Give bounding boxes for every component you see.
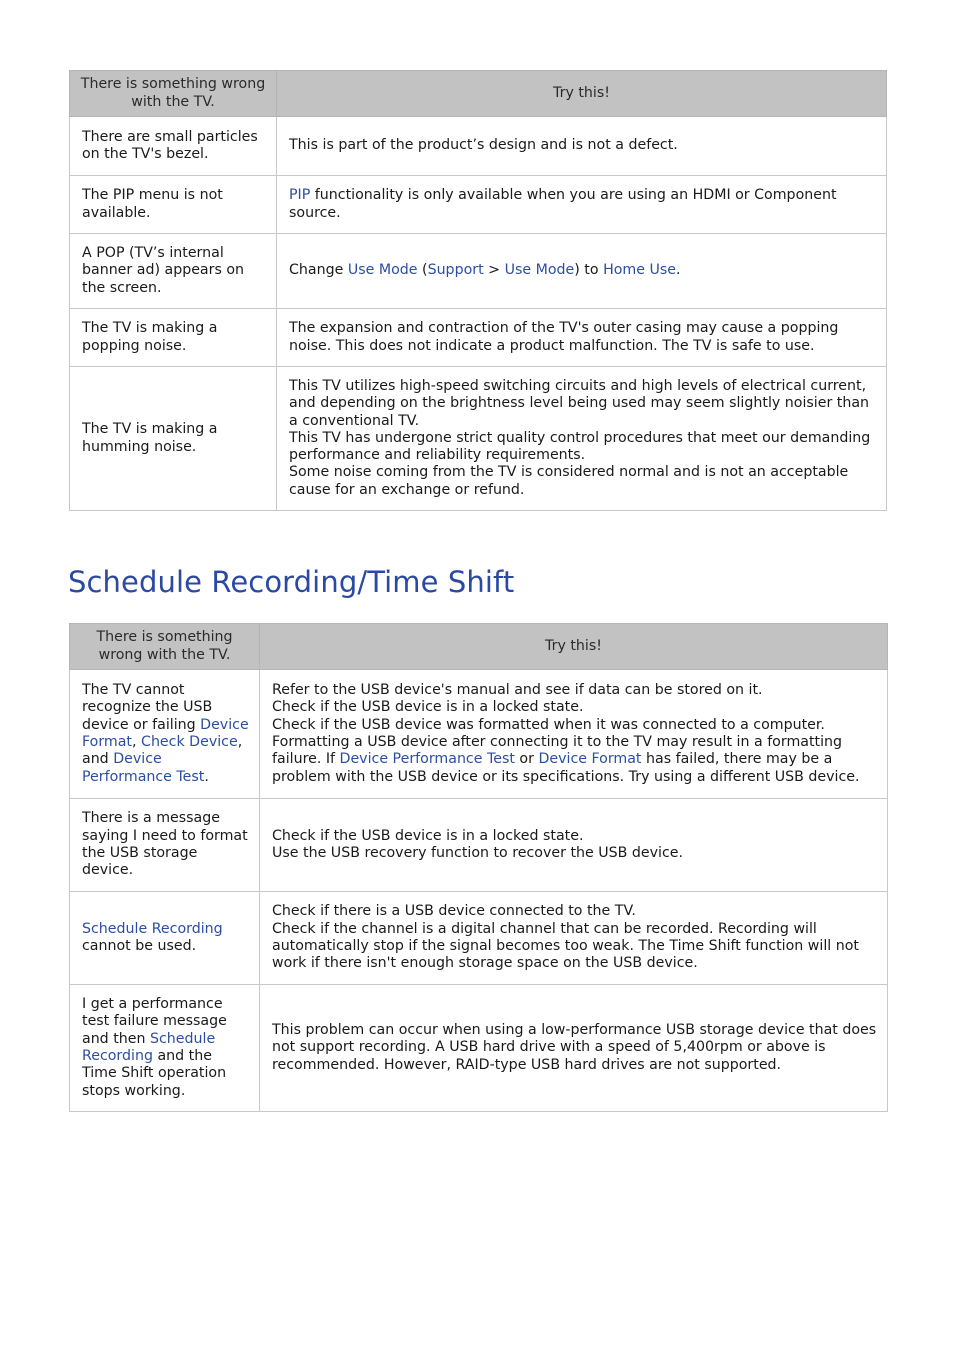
- problem-cell: The TV is making a popping noise.: [70, 309, 277, 367]
- solution-line: [272, 734, 877, 786]
- solution-text: has failed, there may be a problem with the USB device or its specifications. Try using a different USB device.: [272, 751, 860, 785]
- solution-cell: [277, 176, 887, 234]
- table-row: [70, 176, 887, 234]
- solution-cell: [277, 234, 887, 309]
- link-device-format[interactable]: Device Format: [538, 751, 642, 768]
- solution-line: Use the USB recovery function to recover the USB device.: [272, 845, 683, 861]
- table-row: [70, 117, 887, 176]
- table-row: [70, 892, 888, 985]
- solution-cell: The expansion and contraction of the TV's outer casing may cause a popping noise. This does not indicate a product malfunction. The TV is safe to use.: [277, 309, 887, 367]
- table-row: [70, 985, 888, 1112]
- solution-line: Check if the USB device is in a locked state.: [272, 827, 584, 844]
- problem-cell: A POP (TV’s internal banner ad) appears on the screen.: [70, 234, 277, 309]
- link-schedule-recording[interactable]: Schedule Recording: [82, 920, 223, 937]
- problem-text: and the Time Shift operation stops working.: [82, 1048, 227, 1099]
- solution-line: Check if the USB device was formatted when it was connected to a computer.: [272, 716, 825, 733]
- table-header-row: [70, 624, 888, 670]
- table-row: [70, 367, 887, 511]
- solution-text: Formatting a USB device after connecting it to the TV may result in a formatting failure. If: [272, 734, 843, 768]
- solution-cell: [260, 670, 888, 799]
- solution-line: Check if the channel is a digital channel that can be recorded. Recording will automatically stop if the signal becomes too weak. The Time Shift function will not work if there isn't enough storage space on the USB device.: [272, 920, 859, 972]
- table-row: [70, 670, 888, 799]
- solution-text: Change: [289, 262, 348, 279]
- link-device-performance-test[interactable]: Device Performance Test: [339, 751, 515, 768]
- link-device-format[interactable]: Device Format: [82, 716, 249, 750]
- header-problem: There is something wrong with the TV.: [70, 624, 260, 670]
- problem-text: , and: [82, 734, 243, 768]
- solution-line: Check if there is a USB device connected to the TV.: [272, 903, 636, 920]
- table-row: [70, 309, 887, 367]
- link-use-mode-menu[interactable]: Use Mode: [504, 262, 575, 279]
- problem-cell: [70, 670, 260, 799]
- problem-cell: [70, 985, 260, 1112]
- troubleshooting-table-recording: [69, 623, 888, 1112]
- solution-text: (: [417, 262, 428, 279]
- solution-line: This TV has undergone strict quality control procedures that meet our demanding performance and reliability requirements.: [289, 429, 871, 464]
- problem-cell: There is a message saying I need to format the USB storage device.: [70, 799, 260, 892]
- problem-text: I get a performance test failure message and then: [82, 996, 227, 1047]
- link-schedule-recording[interactable]: Schedule Recording: [82, 1030, 216, 1064]
- section-title: Schedule Recording/Time Shift: [68, 565, 515, 599]
- header-solution: Try this!: [277, 71, 887, 117]
- solution-line: Some noise coming from the TV is considered normal and is not an acceptable cause for an exchange or refund.: [289, 464, 849, 498]
- problem-cell: [70, 892, 260, 985]
- solution-line: Refer to the USB device's manual and see if data can be stored on it.: [272, 682, 763, 699]
- solution-cell: [277, 367, 887, 511]
- problem-text: ,: [132, 734, 142, 750]
- link-use-mode[interactable]: Use Mode: [347, 262, 418, 279]
- solution-text: functionality is only available when you are using an HDMI or Component source.: [289, 187, 837, 221]
- solution-cell: [260, 799, 888, 892]
- breadcrumb-separator: >: [483, 262, 505, 279]
- solution-text: .: [675, 262, 681, 279]
- table-row: [70, 234, 887, 309]
- link-pip[interactable]: PIP: [289, 187, 311, 204]
- link-check-device[interactable]: Check Device: [141, 734, 238, 750]
- table-row: [70, 799, 888, 892]
- link-home-use[interactable]: Home Use: [603, 262, 676, 279]
- solution-cell: This is part of the product’s design and is not a defect.: [277, 117, 887, 176]
- solution-text: or: [514, 751, 539, 768]
- problem-text: .: [204, 768, 209, 785]
- solution-line: This TV utilizes high-speed switching circuits and high levels of electrical current, and depending on the brightness level being used may seem slightly noisier than a conventional TV.: [289, 377, 870, 429]
- problem-cell: The PIP menu is not available.: [70, 176, 277, 234]
- solution-cell: This problem can occur when using a low-performance USB storage device that does not support recording. A USB hard drive with a speed of 5,400rpm or above is recommended. However, RAID-type USB hard drives are not supported.: [260, 985, 888, 1112]
- solution-line: Check if the USB device is in a locked state.: [272, 699, 584, 716]
- problem-cell: The TV is making a humming noise.: [70, 367, 277, 511]
- table-header-row: [70, 71, 887, 117]
- troubleshooting-table-general: [69, 70, 887, 511]
- problem-cell: There are small particles on the TV's bezel.: [70, 117, 277, 176]
- problem-text: The TV cannot recognize the USB device or failing: [82, 682, 213, 733]
- link-device-performance-test[interactable]: Device Performance Test: [82, 751, 205, 785]
- header-problem: There is something wrong with the TV.: [70, 71, 277, 117]
- solution-text: ) to: [574, 262, 604, 279]
- problem-text: cannot be used.: [82, 938, 197, 954]
- link-support[interactable]: Support: [427, 262, 484, 279]
- header-solution: Try this!: [260, 624, 888, 670]
- solution-cell: [260, 892, 888, 985]
